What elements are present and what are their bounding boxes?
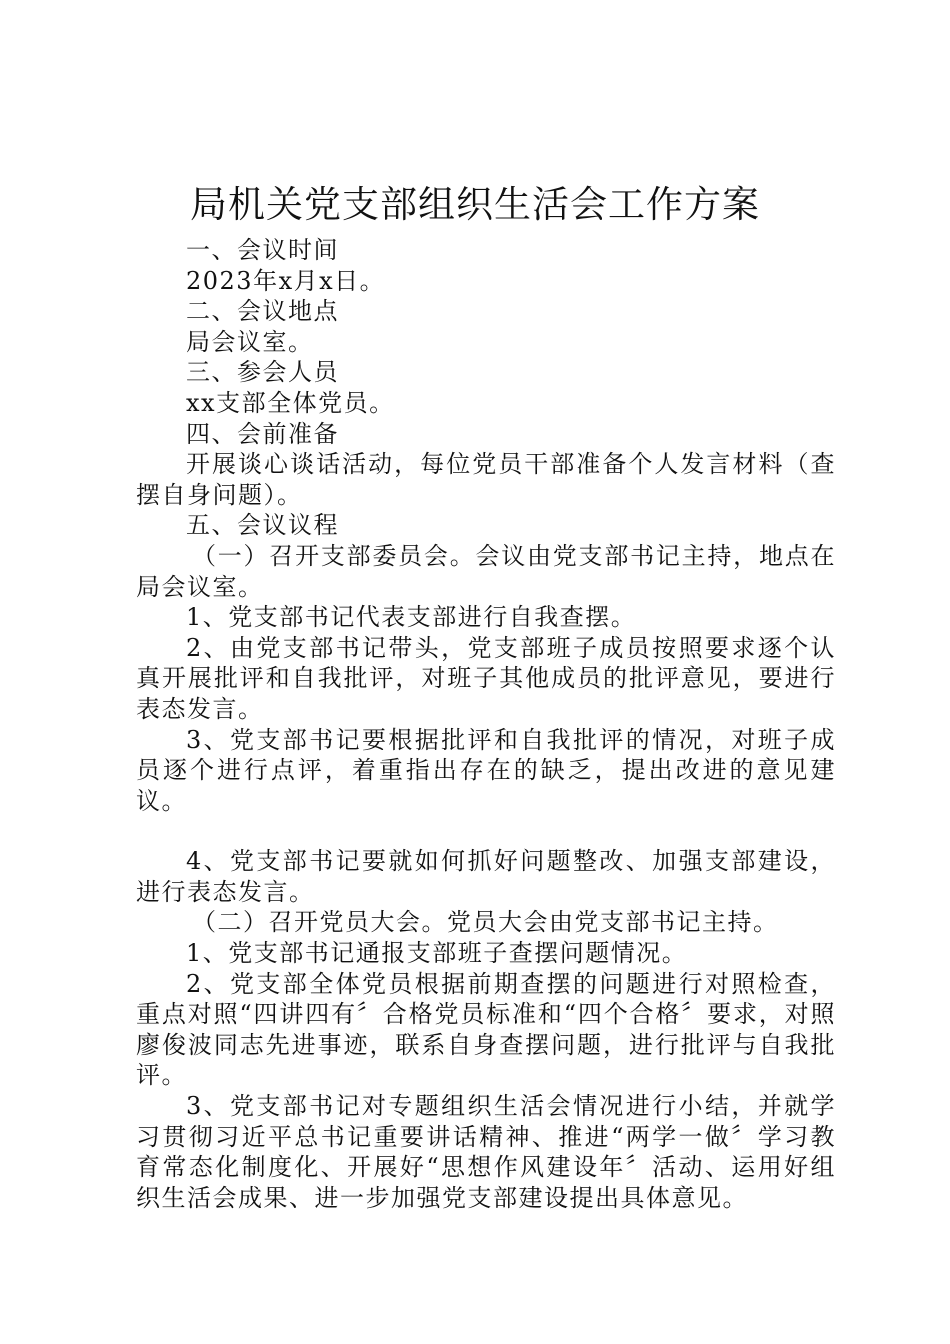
agenda-item: 2、党支部全体党员根据前期查摆的问题进行对照检查，重点对照“四讲四有〞合格党员标准和“四个合格〞要求，对照廖俊波同志先进事迹，联系自身查摆问题，进行批评与自我批评。 xyxy=(136,969,836,1090)
section-heading-attendees: 三、参会人员 xyxy=(186,358,339,387)
meeting-date: 2023年x月x日。 xyxy=(186,266,386,295)
agenda-part-two: （二）召开党员大会。党员大会由党支部书记主持。 xyxy=(192,908,779,937)
agenda-item: 2、由党支部书记带头，党支部班子成员按照要求逐个认真开展批评和自我批评，对班子其他成员的批评意见，要进行表态发言。 xyxy=(136,633,836,723)
agenda-item: 3、党支部书记对专题组织生活会情况进行小结，并就学习贯彻习近平总书记重要讲话精神、推进“两学一做〞学习教育常态化制度化、开展好“思想作风建设年〞活动、运用好组织生活会成果、进一步加强党支部建设提出具体意见。 xyxy=(136,1092,836,1212)
agenda-item: 3、党支部书记要根据批评和自我批评的情况，对班子成员逐个进行点评，着重指出存在的缺乏，提出改进的意见建议。 xyxy=(136,725,836,815)
agenda-item: 1、党支部书记通报支部班子查摆问题情况。 xyxy=(186,939,688,968)
preparation-text: 开展谈心谈话活动，每位党员干部准备个人发言材料（查摆自身问题）。 xyxy=(136,450,836,509)
meeting-location: 局会议室。 xyxy=(186,327,314,356)
agenda-item: 4、党支部书记要就如何抓好问题整改、加强支部建设，进行表态发言。 xyxy=(136,847,836,906)
document-title: 局机关党支部组织生活会工作方案 xyxy=(190,183,760,226)
meeting-attendees: xx支部全体党员。 xyxy=(186,388,395,417)
section-heading-preparation: 四、会前准备 xyxy=(186,419,339,448)
agenda-part-one: （一）召开支部委员会。会议由党支部书记主持，地点在局会议室。 xyxy=(136,541,836,601)
agenda-item: 1、党支部书记代表支部进行自我查摆。 xyxy=(186,603,637,632)
document-body xyxy=(136,235,836,1213)
section-heading-agenda: 五、会议议程 xyxy=(186,511,339,540)
paragraph-gap xyxy=(136,816,836,846)
section-heading-time: 一、会议时间 xyxy=(186,236,339,264)
section-heading-location: 二、会议地点 xyxy=(186,297,339,326)
